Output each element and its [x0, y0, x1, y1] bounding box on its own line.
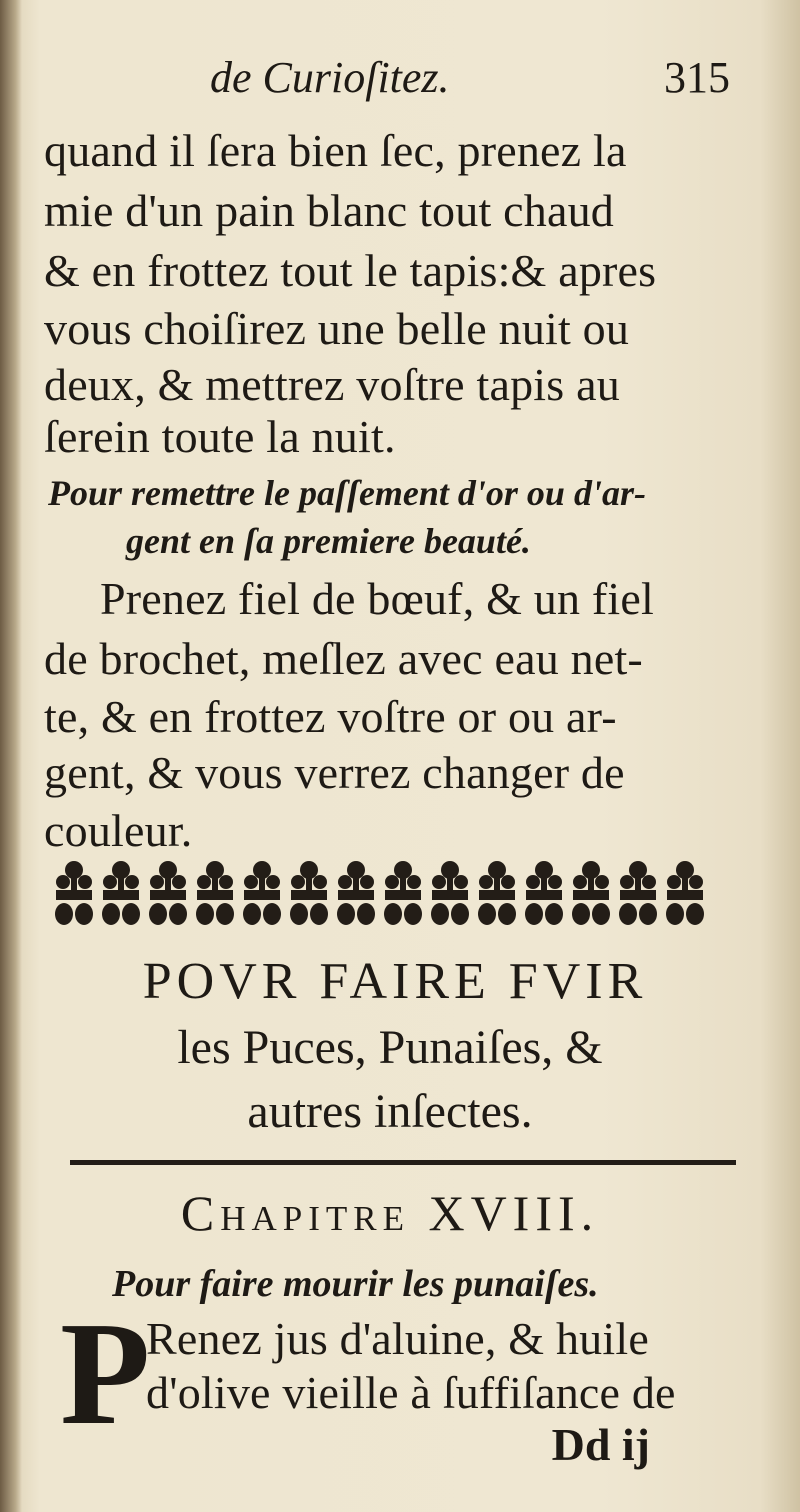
rubric-line: gent en ſa premiere beauté.: [126, 521, 531, 561]
running-head-title: de Curioſitez.: [210, 53, 450, 102]
text-line: gent, & vous verrez changer de: [44, 747, 625, 798]
page-number: 315: [664, 53, 730, 102]
text-line: couleur.: [44, 805, 193, 856]
page-gutter-shadow: [0, 0, 22, 1512]
text-line: ſerein toute la nuit.: [44, 411, 396, 462]
text-line: Prenez fiel de bœuf, & un fiel: [100, 573, 654, 624]
drop-cap: P: [60, 1292, 151, 1456]
text-line: Renez jus d'aluine, & huile: [146, 1313, 649, 1364]
text-line: te, & en frottez voſtre or ou ar-: [44, 691, 617, 742]
section-title-line: autres inſectes.: [247, 1085, 533, 1138]
running-head: [210, 52, 730, 103]
text-line: mie d'un pain blanc tout chaud: [44, 185, 614, 236]
signature-mark: Dd ij: [551, 1419, 650, 1470]
text-line: de brochet, meſlez avec eau net-: [44, 633, 643, 684]
rubric-line: Pour remettre le paſſement d'or ou d'ar-: [48, 473, 646, 513]
text-line: quand il ſera bien ſec, prenez la: [44, 125, 627, 176]
section-title-caps: POVR FAIRE FVIR: [142, 953, 648, 1010]
text-line: & en frottez tout le tapis:& apres: [44, 245, 657, 296]
text-line: deux, & mettrez voſtre tapis au: [44, 359, 620, 410]
chapter-heading: Chapitre XVIII.: [180, 1185, 600, 1241]
rubric-2: Pour faire mourir les punaiſes.: [112, 1263, 599, 1305]
ornament-band: [54, 852, 724, 932]
section-title-line: les Puces, Punaiſes, &: [177, 1021, 603, 1074]
text-line: d'olive vieille à ſuffiſance de: [146, 1367, 676, 1418]
horizontal-rule: [70, 1160, 736, 1165]
text-line: vous choiſirez une belle nuit ou: [44, 303, 630, 354]
